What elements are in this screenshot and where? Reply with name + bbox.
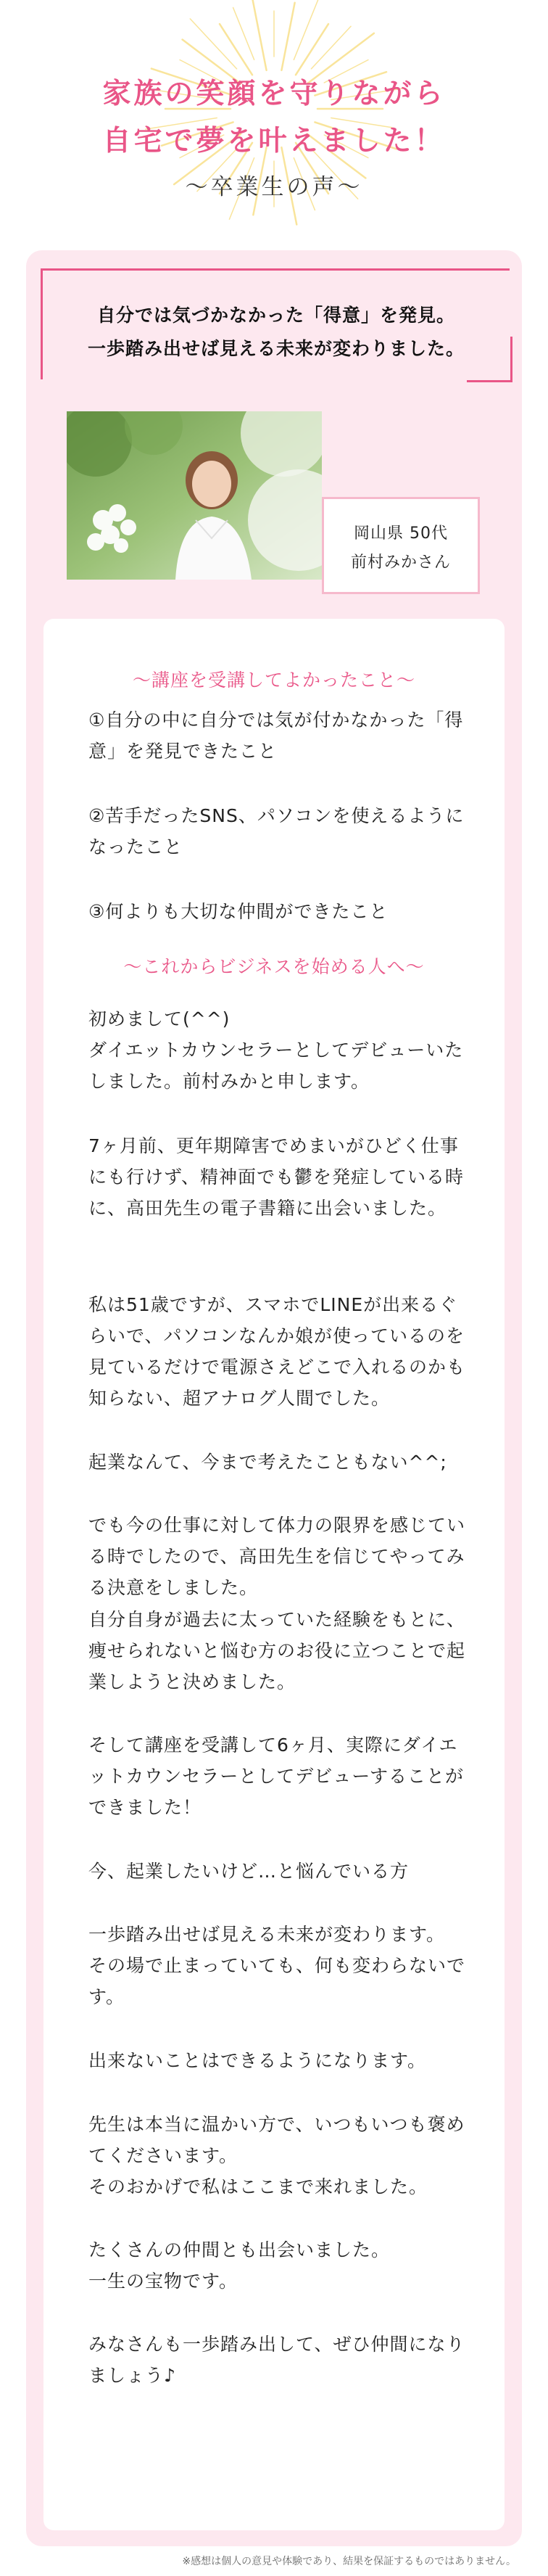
body-paragraph: みなさんも一歩踏み出して、ぜひ仲間になりましょう♪ bbox=[88, 2334, 465, 2386]
benefit-item: ②苦手だったSNS、パソコンを使えるようになったこと bbox=[88, 805, 465, 857]
body-paragraph: でも今の仕事に対して体力の限界を感じている時でしたので、高田先生を信じてやってみる決意をしました。 bbox=[88, 1515, 466, 1598]
body-paragraph: 自分自身が過去に太っていた経験をもとに、痩せられないと悩む方のお役に立つことで起業しようと決めました。 bbox=[88, 1609, 466, 1692]
body-paragraph: 初めまして(^^) ダイエットカウンセラーとしてデビューいたしました。前村みかと申します。 bbox=[88, 1008, 464, 1092]
page-subtitle: 〜卒業生の声〜 bbox=[185, 174, 363, 200]
profile-name: 前村みかさん bbox=[350, 554, 451, 572]
body-paragraph: 起業なんて、今まで考えたこともない^^; bbox=[88, 1452, 447, 1473]
body-paragraph: 今、起業したいけど…と悩んでいる方 bbox=[88, 1861, 410, 1882]
sunburst-ray bbox=[233, 7, 254, 59]
body-paragraph: 一歩踏み出せば見える未来が変わります。 その場で止まっていても、何も変わらないです。 bbox=[88, 1924, 466, 2007]
profile-label bbox=[322, 497, 480, 594]
headline-line-1: 自分では気づかなかった「得意」を発見。 bbox=[96, 305, 455, 326]
sunburst-ray bbox=[190, 19, 236, 69]
page-title-line-2: 自宅で夢を叶えました！ bbox=[102, 125, 446, 157]
headline-line-2: 一歩踏み出せば見える未来が変わりました。 bbox=[87, 338, 465, 359]
headline-frame bbox=[41, 268, 510, 379]
profile-prefecture-age: 岡山県 50代 bbox=[354, 524, 448, 543]
section-heading-benefits: 〜講座を受講してよかったこと〜 bbox=[132, 670, 415, 691]
disclaimer-note: ※感想は個人の意見や体験であり、結果を保証するものではありません。 bbox=[182, 2556, 516, 2567]
body-paragraph: そして講座を受講して6ヶ月、実際にダイエットカウンセラーとしてデビューすることができました！ bbox=[88, 1735, 465, 1818]
header bbox=[0, 0, 548, 239]
testimonial-body bbox=[43, 619, 505, 2530]
benefit-item: ①自分の中に自分では気が付かなかった「得意」を発見できたこと bbox=[88, 709, 464, 762]
sunburst-ray bbox=[294, 0, 318, 59]
page-title-line-1: 家族の笑顔を守りながら bbox=[102, 78, 446, 110]
sunburst-ray bbox=[311, 26, 351, 69]
testimonial-photo bbox=[67, 411, 322, 580]
body-paragraph: 私は51歳ですが、スマホでLINEが出来るぐらいで、パソコンなんか娘が使っているのを見ているだけで電源さえどこで入れるのかも知らない、超アナログ人間でした。 bbox=[88, 1294, 466, 1409]
section-heading-advice: 〜これからビジネスを始める人へ〜 bbox=[123, 956, 425, 977]
body-paragraph: 先生は本当に温かい方で、いつもいつも褒めてくださいます。 そのおかげで私はここまで来れました。 bbox=[88, 2114, 465, 2197]
testimonial-card bbox=[26, 250, 522, 2546]
sunburst-ray bbox=[281, 3, 294, 70]
body-paragraph: 7ヶ月前、更年期障害でめまいがひどく仕事にも行けず、精神面でも鬱を発症している時に、高田先生の電子書籍に出会いました。 bbox=[88, 1135, 465, 1219]
body-paragraph: たくさんの仲間とも出会いました。 一生の宝物です。 bbox=[88, 2239, 391, 2292]
body-paragraph: 出来ないことはできるようになります。 bbox=[88, 2050, 427, 2071]
benefit-item: ③何よりも大切な仲間ができたこと bbox=[88, 901, 389, 922]
